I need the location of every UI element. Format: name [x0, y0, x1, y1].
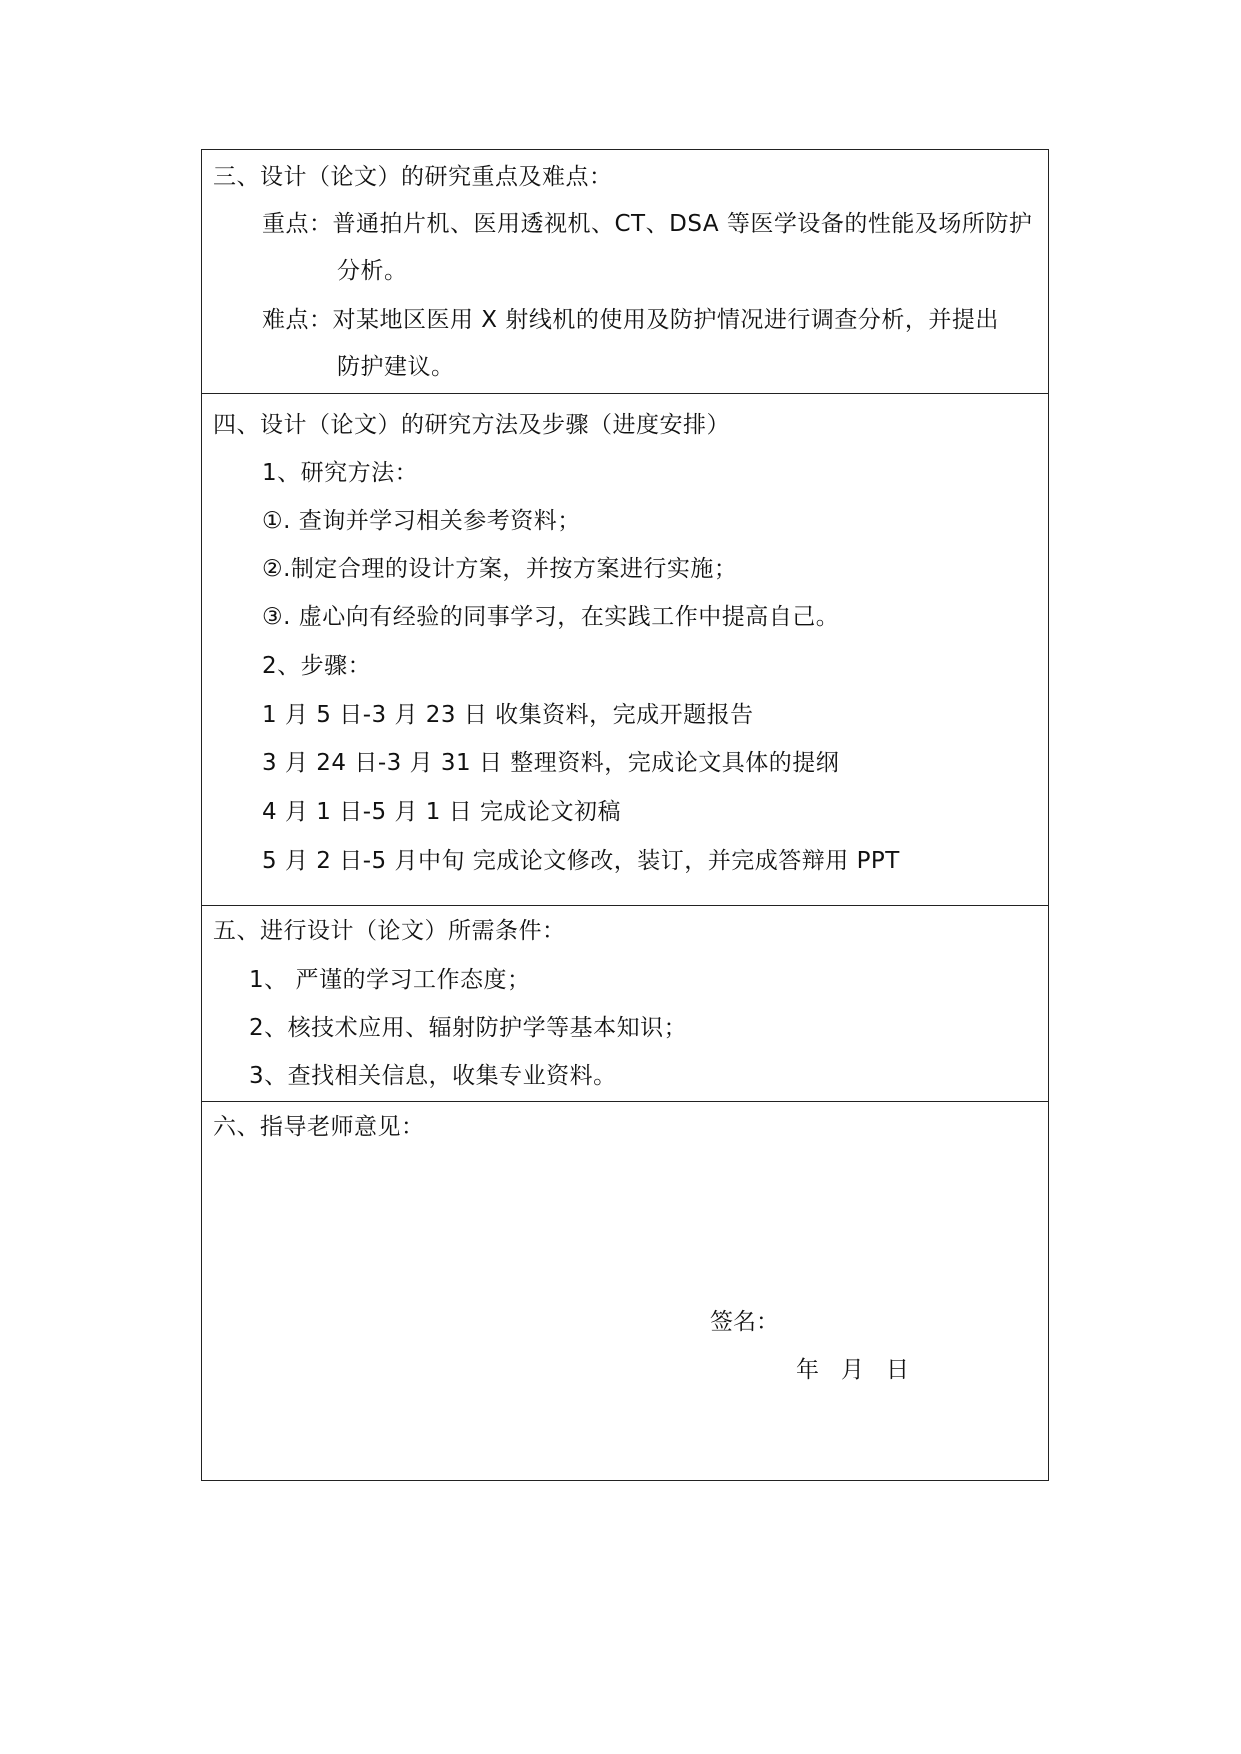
- date-day-label: 日: [886, 1357, 909, 1383]
- section6-heading: 六、指导老师意见：: [213, 1114, 425, 1140]
- step-item: 5 月 2 日-5 月中旬 完成论文修改，装订，并完成答辩用 PPT: [262, 848, 900, 874]
- date-year-label: 年: [796, 1357, 819, 1383]
- section4-heading: 四、设计（论文）的研究方法及步骤（进度安排）: [213, 412, 730, 438]
- signature-date: [796, 1355, 909, 1385]
- methods-title: 1、研究方法：: [262, 460, 419, 486]
- method-item: ①. 查询并学习相关参考资料；: [262, 508, 581, 534]
- section-research-focus: [202, 150, 1048, 394]
- difficulty-line1: 难点：对某地区医用 X 射线机的使用及防护情况进行调查分析，并提出: [262, 307, 999, 333]
- step-item: 1 月 5 日-3 月 23 日 收集资料，完成开题报告: [262, 702, 754, 728]
- signature-label: 签名：: [710, 1309, 779, 1335]
- steps-title: 2、步骤：: [262, 653, 372, 679]
- difficulty-line2: 防护建议。: [337, 354, 455, 380]
- step-item: 3 月 24 日-3 月 31 日 整理资料，完成论文具体的提纲: [262, 750, 840, 776]
- section-methods-steps: [202, 394, 1048, 906]
- condition-item: 1、 严谨的学习工作态度；: [249, 967, 531, 993]
- condition-item: 3、查找相关信息，收集专业资料。: [249, 1063, 617, 1089]
- method-item: ②.制定合理的设计方案，并按方案进行实施；: [262, 556, 738, 582]
- key-points-line1: 重点：普通拍片机、医用透视机、CT、DSA 等医学设备的性能及场所防护: [262, 211, 1033, 237]
- section-advisor-opinion: [202, 1102, 1048, 1480]
- section5-heading: 五、进行设计（论文）所需条件：: [213, 918, 566, 944]
- method-item: ③. 虚心向有经验的同事学习，在实践工作中提高自己。: [262, 604, 840, 630]
- date-month-label: 月: [841, 1357, 864, 1383]
- proposal-form-table: [201, 149, 1049, 1481]
- section3-heading: 三、设计（论文）的研究重点及难点：: [213, 164, 613, 190]
- condition-item: 2、核技术应用、辐射防护学等基本知识；: [249, 1015, 688, 1041]
- section-required-conditions: [202, 906, 1048, 1102]
- step-item: 4 月 1 日-5 月 1 日 完成论文初稿: [262, 799, 622, 825]
- key-points-line2: 分析。: [337, 258, 408, 284]
